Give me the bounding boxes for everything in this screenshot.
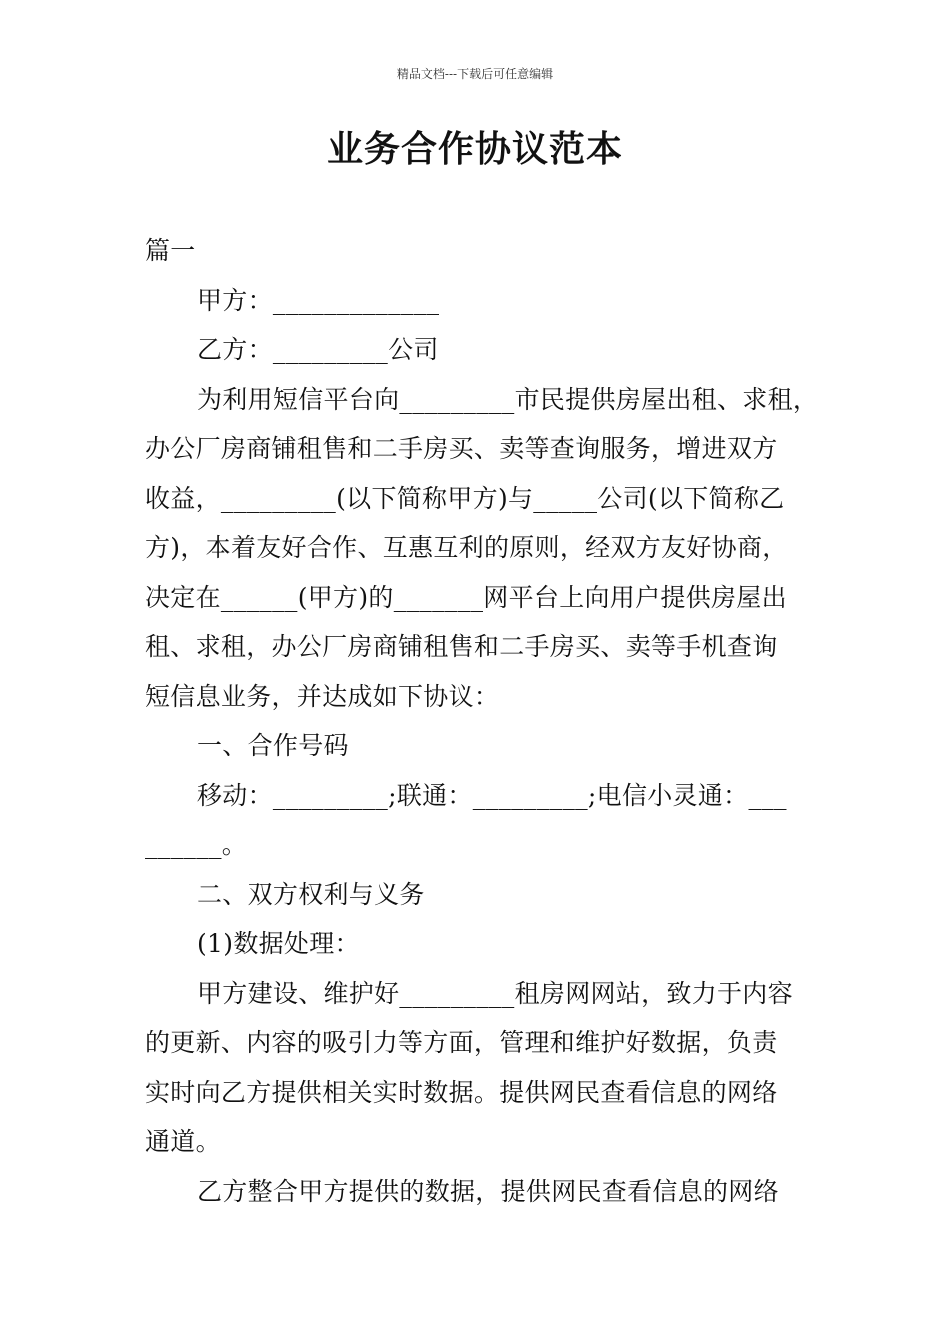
body-line: 实时向乙方提供相关实时数据。提供网民查看信息的网络 <box>145 1077 778 1107</box>
body-line: 收益，_________(以下简称甲方)与_____公司(以下简称乙 <box>145 483 785 513</box>
body-line: 为利用短信平台向_________市民提供房屋出租、求租， <box>197 384 819 414</box>
page-header-watermark: 精品文档---下载后可任意编辑 <box>396 67 554 81</box>
body-line: 租、求租，办公厂房商铺租售和二手房买、卖等手机查询 <box>145 632 778 661</box>
body-line: 办公厂房商铺租售和二手房买、卖等查询服务，增进双方 <box>145 434 778 463</box>
body-line: ______。 <box>145 830 248 859</box>
body-line: 方)，本着友好合作、互惠互利的原则，经双方友好协商， <box>145 533 788 562</box>
document-title: 业务合作协议范本 <box>326 129 623 170</box>
body-line: 移动：_________;联通：_________;电信小灵通：___ <box>197 780 787 810</box>
body-line: 甲方：_____________ <box>197 285 440 315</box>
body-line: 篇一 <box>145 236 196 265</box>
body-line: 乙方整合甲方提供的数据，提供网民查看信息的网络 <box>197 1176 779 1206</box>
body-line: 乙方：_________公司 <box>197 335 439 364</box>
document-body <box>145 226 819 1216</box>
body-line: 二、双方权利与义务 <box>197 879 425 909</box>
body-line: 短信息业务，并达成如下协议： <box>145 681 500 711</box>
body-line: 决定在______(甲方)的_______网平台上向用户提供房屋出 <box>145 582 787 612</box>
body-line: 甲方建设、维护好_________租房网网站，致力于内容 <box>197 978 793 1008</box>
body-line: 的更新、内容的吸引力等方面，管理和维护好数据，负责 <box>145 1028 778 1057</box>
body-line: 一、合作号码 <box>197 731 349 760</box>
body-line: 通道。 <box>145 1127 221 1156</box>
body-line: (1)数据处理： <box>197 929 360 958</box>
